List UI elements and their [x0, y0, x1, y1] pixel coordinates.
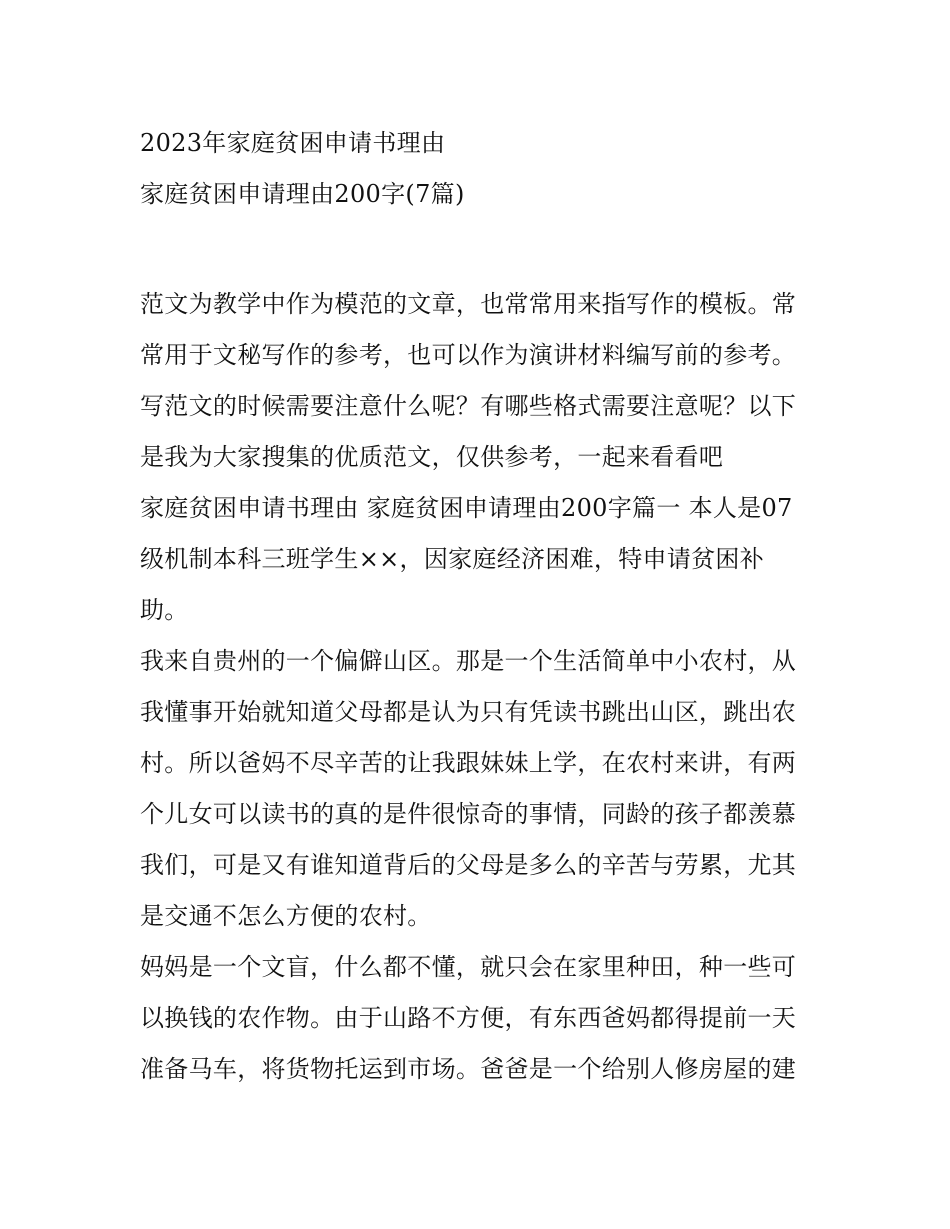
text-line: 我懂事开始就知道父母都是认为只有凭读书跳出山区，跳出农 — [140, 698, 797, 726]
text-line: 准备马车，将货物托运到市场。爸爸是一个给别人修房屋的建 — [140, 1055, 797, 1083]
title-line-2: 家庭贫困申请理由200字(7篇) — [140, 180, 465, 208]
text-line: 范文为教学中作为模范的文章，也常常用来指写作的模板。常 — [140, 290, 797, 318]
text-line: 写范文的时候需要注意什么呢？有哪些格式需要注意呢？以下 — [140, 392, 797, 420]
text-line: 个儿女可以读书的真的是件很惊奇的事情，同龄的孩子都羡慕 — [140, 800, 797, 828]
text-line: 家庭贫困申请书理由 家庭贫困申请理由200字篇一 本人是07 — [140, 494, 793, 522]
paragraph-1 — [140, 483, 830, 636]
text-line: 是交通不怎么方便的农村。 — [140, 902, 432, 930]
text-line: 妈妈是一个文盲，什么都不懂，就只会在家里种田，种一些可 — [140, 953, 797, 981]
text-line: 级机制本科三班学生××，因家庭经济困难，特申请贫困补 — [140, 545, 765, 573]
paragraph-3 — [140, 942, 830, 1095]
text-line: 村。所以爸妈不尽辛苦的让我跟妹妹上学，在农村来讲，有两 — [140, 749, 797, 777]
title-line-1: 2023年家庭贫困申请书理由 — [140, 129, 446, 157]
paragraph-2 — [140, 636, 830, 942]
paragraph-intro — [140, 279, 830, 483]
text-line: 常用于文秘写作的参考，也可以作为演讲材料编写前的参考。 — [140, 341, 797, 369]
text-line: 我来自贵州的一个偏僻山区。那是一个生活简单中小农村，从 — [140, 647, 797, 675]
text-line: 是我为大家搜集的优质范文，仅供参考，一起来看看吧 — [140, 443, 724, 471]
text-line: 助。 — [140, 596, 189, 624]
text-line: 我们，可是又有谁知道背后的父母是多么的辛苦与劳累，尤其 — [140, 851, 797, 879]
document-body — [140, 279, 830, 1095]
document-title — [140, 118, 830, 220]
text-line: 以换钱的农作物。由于山路不方便，有东西爸妈都得提前一天 — [140, 1004, 797, 1032]
